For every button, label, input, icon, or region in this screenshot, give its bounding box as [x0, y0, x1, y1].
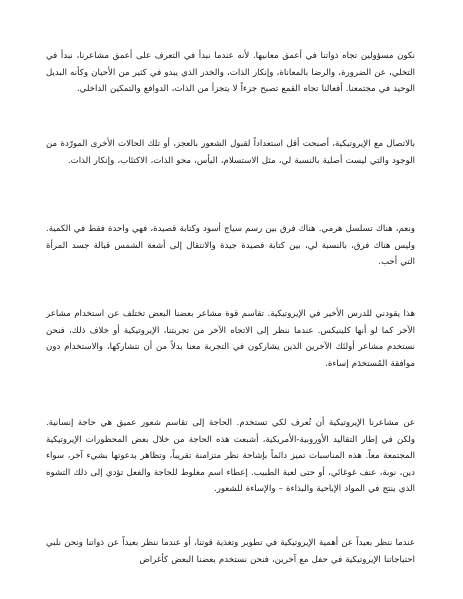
paragraph-2: بالاتصال مع الإيروتيكية، أصبحت أقل استعداداً لقبول الشعور بالعجز، أو تلك الحالات الأخرى المورّدة من الوجود والتي ليست أصلية بالنسبة لي، مثل الاستسلام، اليأس، محو الذات، الاكتئاب، وإنكار الذات. [46, 139, 415, 166]
paragraph-3: ونعم، هناك تسلسل هرمي. هناك فرق بين رسم سياج أسود وكتابة قصيدة، فهي واحدة فقط في الكمية. وليس هناك فرق، بالنسبة لي، بين كتابة قصيدة جيدة والانتقال إلى أشعة الشمس قبالة جسد المرأة التي أحب. [46, 224, 415, 268]
paragraph-4: هذا يقودني للدرس الأخير في الإيروتيكية. تقاسم قوة مشاعر بعضنا البعض تختلف عن استخدام مشاعر الآخر كما لو أنها كلينيكس. عندما ننظر إلى الاتجاه الآخر من تجربتنا، الإيروتيكية أو خلاف ذلك، فنحن نستخدم مشاعر أولئك الآخرين الذين يشاركون في التجربة معنا بدلاً من أن نتشاركها، والاستخدام دون موافقة المُستخدَم إساءة. [46, 309, 415, 369]
paragraph-5: عن مشاعرنا الإيروتيكية أن تُعرف لكي تستخدم. الحاجة إلى تقاسم شعور عميق هي حاجة إنسانية. ولكن في إطار التقاليد الأوروبية-الأمريكية، أشبعت هذه الحاجة من خلال بعض المحظورات الإيروتيكية المجتمعة معاً. هذه المناسبات تميز دائماً بإشاحة نظر متزامنة تقريباً، وتظاهر بدعوتها بشيء آخر، سواء دين، نوبة، عنف غوغائي، أو حتى لعبة الطبيب. إعطاء اسم مغلوط للحاجة والفعل تؤدي إلى ذلك التشوه الذي ينتج في المواد الإباحية والبذاءة – والإساءة للشعور. [46, 418, 415, 495]
paragraph-1: نكون مسؤولين تجاه ذواتنا في أعمق معانيها. لأنه عندما نبدأ في التعرف على أعمق مشاعرنا، نبدأ في التخلي، عن الضرورة، والرضا بالمعاناة، وإنكار الذات، والخدر الذي يبدو في كثير من الأحيان وكأنه البديل الوحيد في مجتمعنا. أفعالنا تجاه القمع تصبح جزءاً لا يتجزأ من الذات، الدوافع والتمكين الداخلي. [46, 51, 415, 95]
paragraph-6: عندما ننظر بعيداً عن أهمية الإيروتيكية في تطوير وتغذية قوتنا، أو عندما ننظر بعيداً عن ذواتنا ونحن نلبي احتياجاتنا الإيروتيكية في حفل مع آخرين، فنحن نستخدم بعضنا البعض كأغراض [46, 538, 415, 565]
